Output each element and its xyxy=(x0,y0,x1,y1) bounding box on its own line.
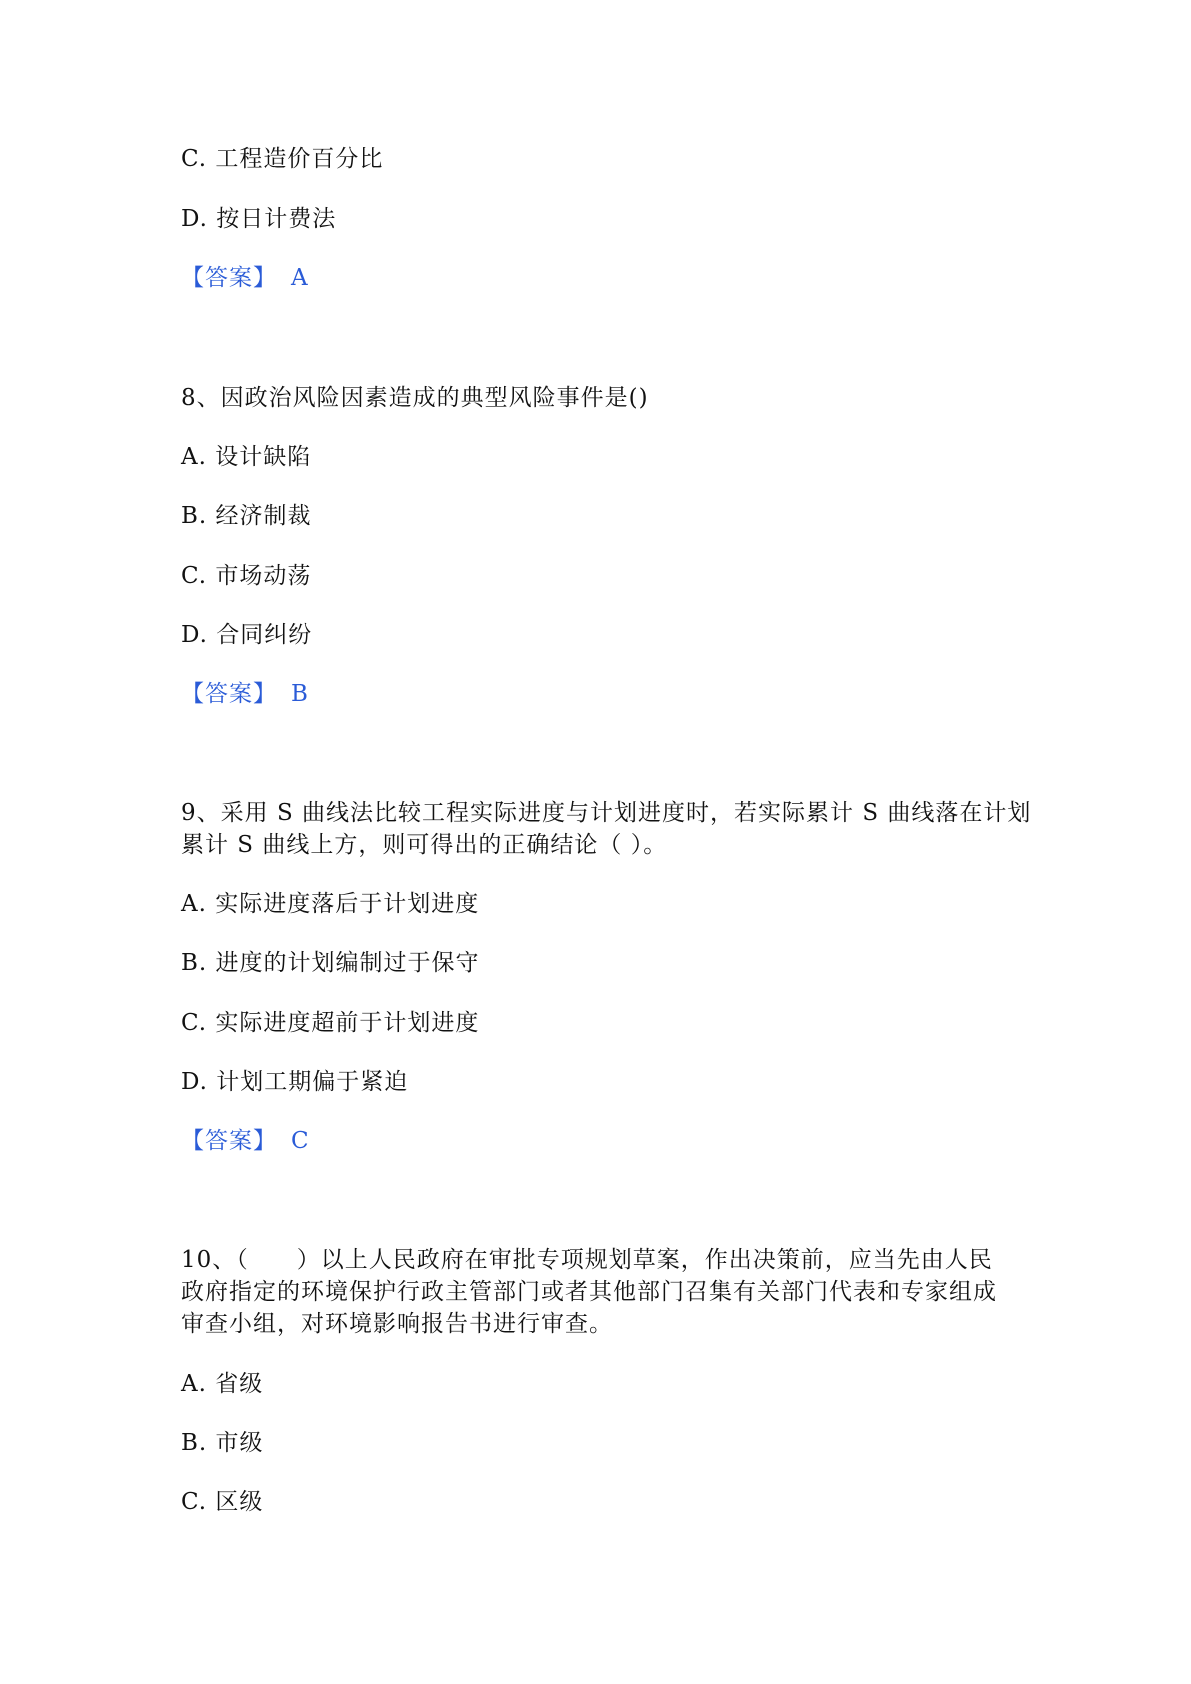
q10-option-c: C. 区级 xyxy=(181,1489,264,1515)
q10-stem-line-3: 审查小组，对环境影响报告书进行审查。 xyxy=(181,1311,613,1337)
q9-answer-label: 【答案】 xyxy=(181,1128,277,1154)
q9-answer xyxy=(181,1125,310,1157)
q7-answer xyxy=(181,262,309,294)
q9-stem-line-1: 9、采用 S 曲线法比较工程实际进度与计划进度时，若实际累计 S 曲线落在计划 xyxy=(181,800,1032,826)
q8-option-c: C. 市场动荡 xyxy=(181,563,312,589)
q7-answer-value: A xyxy=(291,265,309,291)
q9-answer-value: C xyxy=(291,1128,310,1154)
q9-option-a: A. 实际进度落后于计划进度 xyxy=(181,891,480,917)
q7-answer-label: 【答案】 xyxy=(181,265,277,291)
q10-option-b: B. 市级 xyxy=(181,1430,264,1456)
q8-answer-label: 【答案】 xyxy=(181,681,277,707)
q7-option-d: D. 按日计费法 xyxy=(181,206,337,232)
q10-stem-line-1: 10、（ ）以上人民政府在审批专项规划草案，作出决策前，应当先由人民 xyxy=(181,1247,993,1273)
q10-option-a: A. 省级 xyxy=(181,1371,264,1397)
q8-stem: 8、因政治风险因素造成的典型风险事件是() xyxy=(181,385,649,411)
q9-option-d: D. 计划工期偏于紧迫 xyxy=(181,1069,409,1095)
q8-answer-value: B xyxy=(291,681,309,707)
q8-option-d: D. 合同纠纷 xyxy=(181,622,313,648)
q8-answer xyxy=(181,678,309,710)
q8-option-b: B. 经济制裁 xyxy=(181,503,312,529)
q9-stem-line-2: 累计 S 曲线上方，则可得出的正确结论（ ）。 xyxy=(181,832,668,858)
q7-option-c: C. 工程造价百分比 xyxy=(181,146,384,172)
q9-option-c: C. 实际进度超前于计划进度 xyxy=(181,1010,480,1036)
q8-option-a: A. 设计缺陷 xyxy=(181,444,312,470)
q10-stem-line-2: 政府指定的环境保护行政主管部门或者其他部门召集有关部门代表和专家组成 xyxy=(181,1279,997,1305)
q9-option-b: B. 进度的计划编制过于保守 xyxy=(181,950,480,976)
